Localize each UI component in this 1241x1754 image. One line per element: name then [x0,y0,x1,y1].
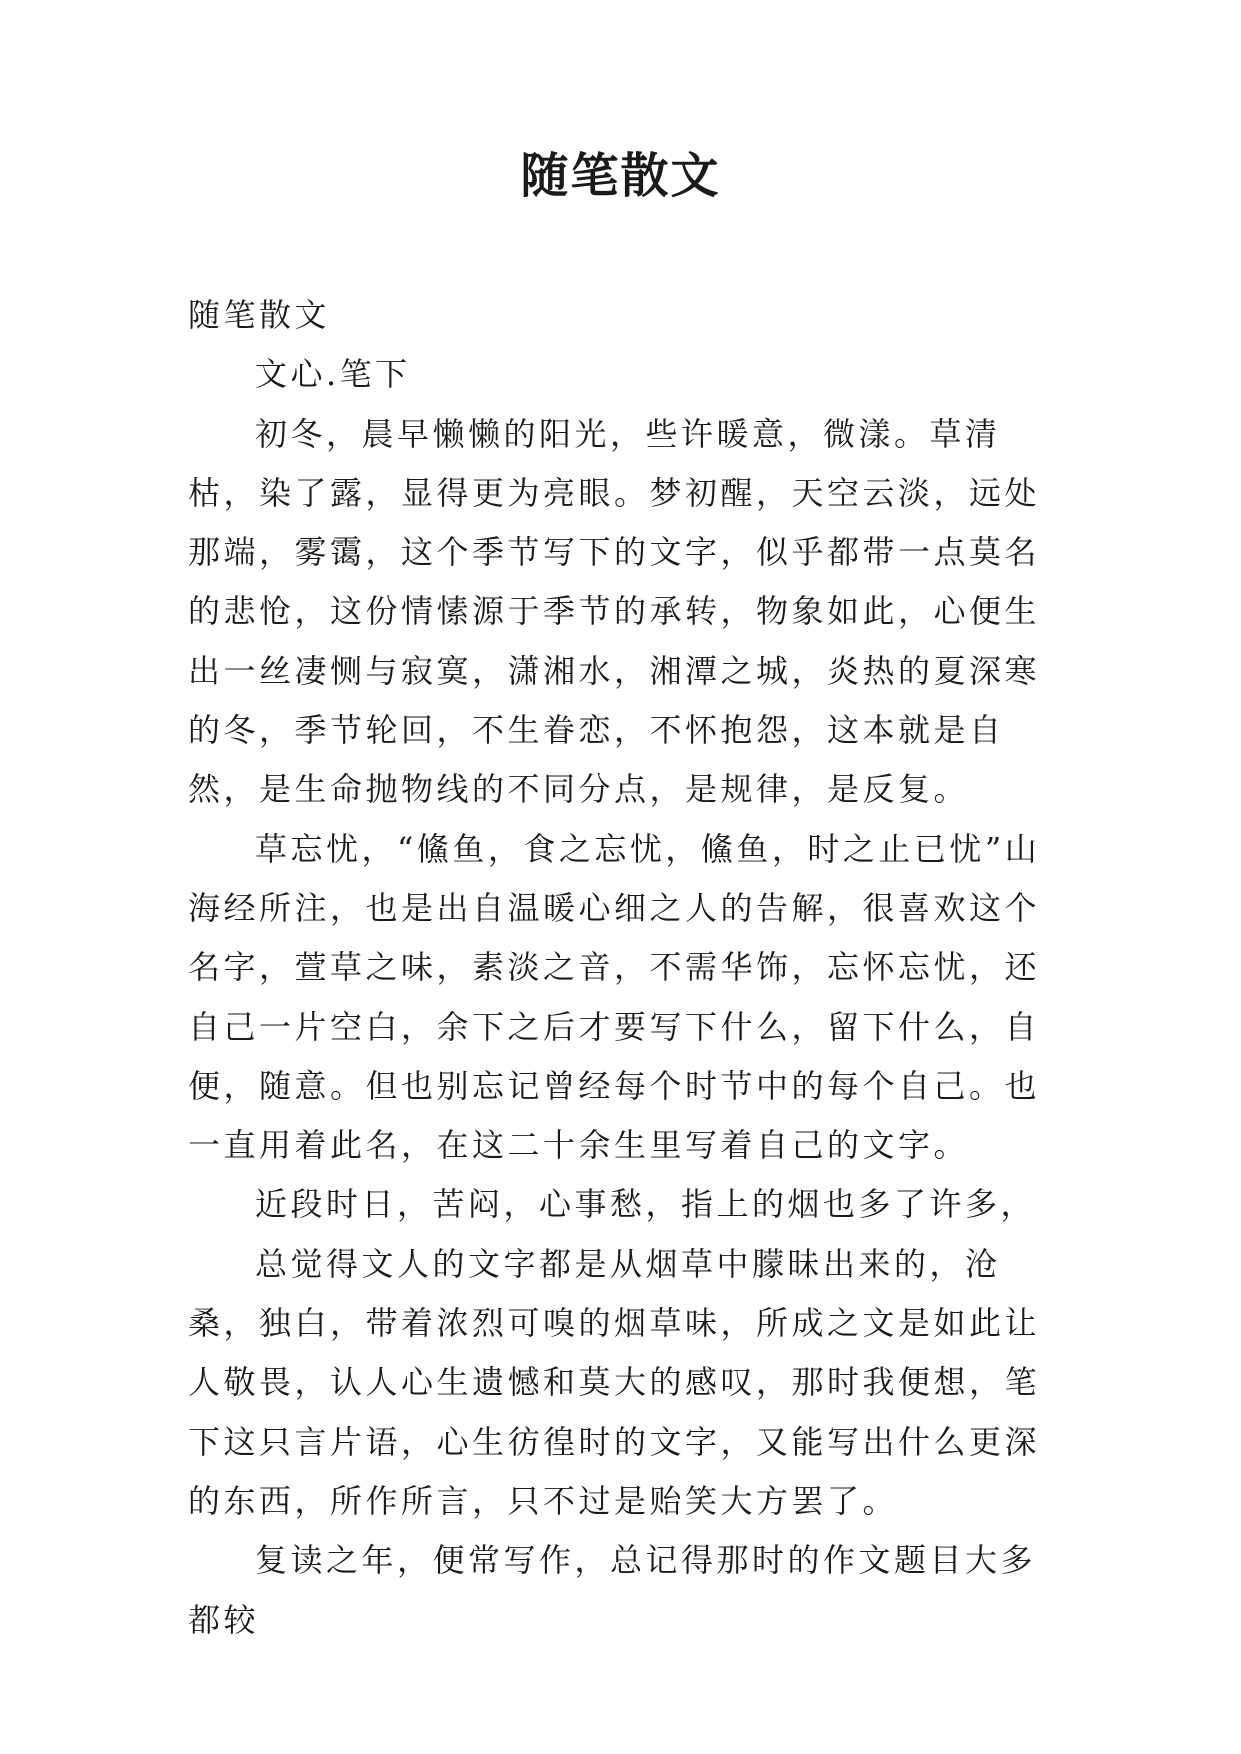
paragraph: 总觉得文人的文字都是从烟草中朦昧出来的，沧桑，独白，带着浓烈可嗅的烟草味，所成之文是如此让人敬畏，认人心生遗憾和莫大的感叹，那时我便想，笔下这只言片语，心生彷徨时的文字，又能写出什么更深的东西，所作所言，只不过是贻笑大方罢了。 [188,1244,1041,1520]
document-body [188,286,1058,1650]
paragraph: 近段时日，苦闷，心事愁，指上的烟也多了许多， [255,1185,1037,1224]
subtitle-paragraph: 文心.笔下 [255,355,411,394]
paragraph: 初冬，晨早懒懒的阳光，些许暖意，微漾。草清枯，染了露，显得更为亮眼。梦初醒，天空云淡，远处那端，雾霭，这个季节写下的文字，似乎都带一点莫名的悲怆，这份情愫源于季节的承转，物象如此，心便生出一丝凄恻与寂寞，潇湘水，湘潭之城，炎热的夏深寒的冬，季节轮回，不生眷恋，不怀抱怨，这本就是自然，是生命抛物线的不同分点，是规律，是反复。 [188,414,1041,809]
paragraph: 复读之年，便常写作，总记得那时的作文题目大多都较 [188,1541,1037,1639]
paragraph: 草忘忧，“鯈鱼，食之忘忧，鯈鱼，时之止已忧”山海经所注，也是出自温暖心细之人的告解，很喜欢这个名字，萱草之味，素淡之音，不需华饰，忘怀忘忧，还自己一片空白，余下之后才要写下什么，留下什么，自便，随意。但也别忘记曾经每个时节中的每个自己。也一直用着此名，在这二十余生里写着自己的文字。 [188,829,1041,1165]
body-heading: 随笔散文 [188,296,331,334]
document-title: 随笔散文 [520,148,721,204]
